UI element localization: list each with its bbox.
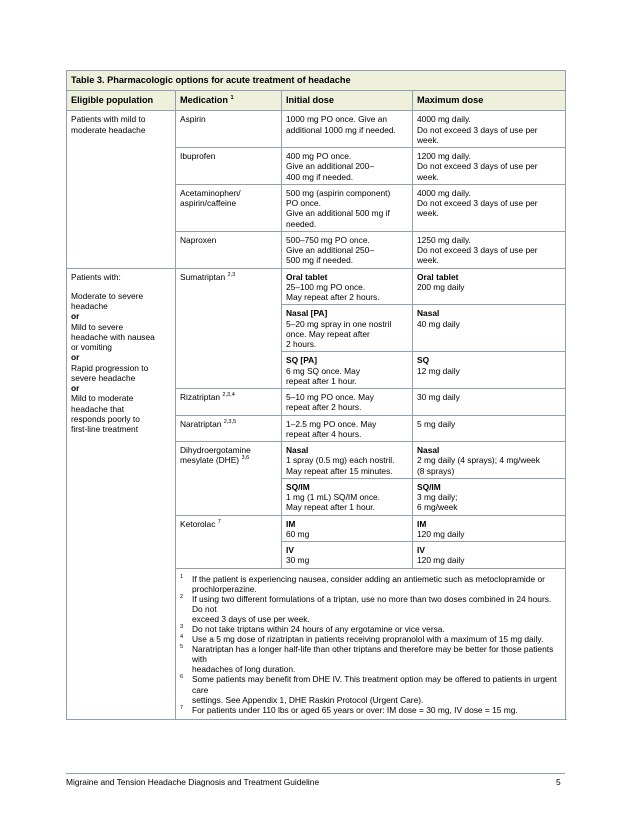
table-row <box>67 111 566 148</box>
footnote <box>180 705 561 715</box>
dose-text: 200 mg daily <box>417 281 465 292</box>
maximum-dose-cell: 5 mg daily <box>413 415 566 442</box>
initial-dose-cell <box>282 305 413 352</box>
table-caption-row <box>67 71 566 91</box>
initial-dose-cell <box>282 268 413 305</box>
footnote <box>180 594 561 624</box>
route-heading: Nasal <box>286 445 309 456</box>
maximum-dose-cell <box>413 305 566 352</box>
medication-cell: Ibuprofen <box>176 148 282 185</box>
dose-text: 25–100 mg PO once. May repeat after 2 hours. <box>286 281 380 303</box>
footnote-number: 1 <box>180 573 184 580</box>
table-row <box>67 268 566 305</box>
initial-dose-cell <box>282 442 413 479</box>
route-heading: SQ/IM <box>286 481 310 492</box>
medication-name: Ketorolac <box>180 518 216 529</box>
route-heading: Oral tablet <box>286 271 328 282</box>
dose-text: 1 spray (0.5 mg) each nostril. May repeat after 15 minutes. <box>286 455 395 476</box>
initial-dose-cell <box>282 478 413 515</box>
medication-cell: Naproxen <box>176 231 282 268</box>
maximum-dose-cell <box>413 515 566 542</box>
header-maximum-dose <box>413 91 566 111</box>
medication-name: Rizatriptan <box>180 392 221 403</box>
dose-text: 120 mg daily <box>417 555 465 566</box>
route-heading: Oral tablet <box>417 271 459 282</box>
maximum-dose-cell: 4000 mg daily. Do not exceed 3 days of use per week. <box>413 184 566 231</box>
route-heading: SQ <box>417 355 430 366</box>
footnote-number: 5 <box>180 644 184 651</box>
dose-text: 40 mg daily <box>417 318 460 329</box>
maximum-dose-cell <box>413 542 566 569</box>
maximum-dose-cell: 1250 mg daily. Do not exceed 3 days of use per week. <box>413 231 566 268</box>
footnote <box>180 634 561 644</box>
maximum-dose-cell <box>413 352 566 389</box>
route-heading: Nasal <box>417 308 440 319</box>
footnote-number: 4 <box>180 634 184 641</box>
medication-footnote-ref: 2,3,4 <box>222 392 235 399</box>
maximum-dose-cell <box>413 478 566 515</box>
dose-text: 120 mg daily <box>417 528 465 539</box>
initial-dose-cell: 1–2.5 mg PO once. May repeat after 4 hours. <box>282 415 413 442</box>
dose-text: 60 mg <box>286 528 310 539</box>
table-caption: Table 3. Pharmacologic options for acute treatment of headache <box>67 71 566 91</box>
medication-cell <box>176 389 282 416</box>
dose-text: 12 mg daily <box>417 365 460 376</box>
dose-text: 30 mg <box>286 555 310 566</box>
population-or: or <box>71 311 80 322</box>
dose-text: 3 mg daily; 6 mg/week <box>417 492 458 513</box>
maximum-dose-cell: 30 mg daily <box>413 389 566 416</box>
header-population-label: Eligible population <box>71 95 154 106</box>
table-header-row <box>67 91 566 111</box>
header-initial-dose <box>282 91 413 111</box>
medication-cell: Aspirin <box>176 111 282 148</box>
page-number: 5 <box>556 777 561 787</box>
dose-text: 6 mg SQ once. May repeat after 1 hour. <box>286 365 361 386</box>
initial-dose-cell: 1000 mg PO once. Give an additional 1000 mg if needed. <box>282 111 413 148</box>
route-heading: Nasal <box>417 445 440 456</box>
medication-cell <box>176 515 282 568</box>
route-heading: SQ [PA] <box>286 355 318 366</box>
footnote-number: 7 <box>180 704 184 711</box>
footnote <box>180 644 561 674</box>
dose-text: 2 mg daily (4 sprays); 4 mg/week (8 sprays) <box>417 455 540 476</box>
initial-dose-cell <box>282 352 413 389</box>
header-population <box>67 91 176 111</box>
medication-footnote-ref: 3,6 <box>241 455 250 462</box>
route-heading: Nasal [PA] <box>286 308 328 319</box>
route-heading: IM <box>286 518 296 529</box>
maximum-dose-cell: 4000 mg daily. Do not exceed 3 days of use per week. <box>413 111 566 148</box>
initial-dose-cell: 500–750 mg PO once. Give an additional 250– 500 mg if needed. <box>282 231 413 268</box>
maximum-dose-cell <box>413 268 566 305</box>
population-or: or <box>71 383 80 394</box>
footnote <box>180 674 561 704</box>
footnote-text: If using two different formulations of a triptan, use no more than two doses combined in 24 hours. Do not exceed 3 days of use per week. <box>192 593 552 624</box>
footer-divider <box>66 773 565 774</box>
initial-dose-cell: 500 mg (aspirin component) PO once. Give an additional 500 mg if needed. <box>282 184 413 231</box>
population-item: Rapid progression to severe headache <box>71 362 149 383</box>
footnote-text: Do not take triptans within 24 hours of any ergotamine or vice versa. <box>192 624 445 635</box>
footer-title: Migraine and Tension Headache Diagnosis and Treatment Guideline <box>66 777 320 787</box>
medication-cell <box>176 415 282 442</box>
medication-cell <box>176 442 282 516</box>
route-heading: IV <box>417 545 425 556</box>
dose-text: 5–20 mg spray in one nostril once. May repeat after 2 hours. <box>286 318 392 350</box>
population-or: or <box>71 352 80 363</box>
header-maximum-label: Maximum dose <box>417 95 484 106</box>
pharmacologic-table <box>66 70 566 720</box>
medication-name: Sumatriptan <box>180 271 226 282</box>
medication-name: Naratriptan <box>180 418 222 429</box>
initial-dose-cell: 400 mg PO once. Give an additional 200– 400 mg if needed. <box>282 148 413 185</box>
initial-dose-cell <box>282 515 413 542</box>
header-initial-label: Initial dose <box>286 95 334 106</box>
dose-text: 1 mg (1 mL) SQ/IM once. May repeat after 1 hour. <box>286 492 381 513</box>
population-mild-moderate: Patients with mild to moderate headache <box>67 111 176 268</box>
footnote <box>180 574 561 594</box>
medication-cell <box>176 268 282 389</box>
maximum-dose-cell <box>413 442 566 479</box>
medication-name: Dihydroergotamine mesylate (DHE) <box>180 445 251 466</box>
population-item: Moderate to severe headache <box>71 290 144 312</box>
medication-footnote-ref: 2,3 <box>227 271 236 278</box>
population-intro: Patients with: <box>71 271 121 282</box>
footnote-number: 2 <box>180 593 184 600</box>
maximum-dose-cell: 1200 mg daily. Do not exceed 3 days of use per week. <box>413 148 566 185</box>
footnote-text: Some patients may benefit from DHE IV. This treatment option may be offered to patients in urgent care settings. See Appendix 1, DHE Raskin Protocol (Urgent Care). <box>192 674 557 705</box>
route-heading: SQ/IM <box>417 481 441 492</box>
footnote-text: Use a 5 mg dose of rizatriptan in patients receiving propranolol with a maximum of 15 mg daily. <box>192 634 544 645</box>
header-medication-footnote-ref: 1 <box>230 95 234 102</box>
medication-cell: Acetaminophen/ aspirin/caffeine <box>176 184 282 231</box>
initial-dose-cell <box>282 542 413 569</box>
header-medication-label: Medication <box>180 95 228 106</box>
population-item: Mild to moderate headache that responds poorly to first-line treatment <box>71 393 140 435</box>
population-item: Mild to severe headache with nausea or vomiting <box>71 321 155 353</box>
medication-footnote-ref: 2,3,5 <box>223 418 237 425</box>
medication-footnote-ref: 7 <box>217 518 221 525</box>
footnote-number: 3 <box>180 624 184 631</box>
footnote <box>180 624 561 634</box>
header-medication <box>176 91 282 111</box>
footnote-text: For patients under 110 lbs or aged 65 years or over: IM dose = 30 mg, IV dose = 15 mg. <box>192 704 518 715</box>
footnote-text: If the patient is experiencing nausea, consider adding an antiemetic such as metoclopramide or prochlorperazine. <box>192 573 545 594</box>
population-moderate-severe <box>67 268 176 719</box>
footnote-number: 6 <box>180 674 184 681</box>
footnote-text: Naratriptan has a longer half-life than other triptans and therefore may be better for those patients with headaches of long duration. <box>192 644 554 675</box>
route-heading: IM <box>417 518 427 529</box>
initial-dose-cell: 5–10 mg PO once. May repeat after 2 hours. <box>282 389 413 416</box>
footnotes <box>176 568 566 719</box>
route-heading: IV <box>286 545 294 556</box>
